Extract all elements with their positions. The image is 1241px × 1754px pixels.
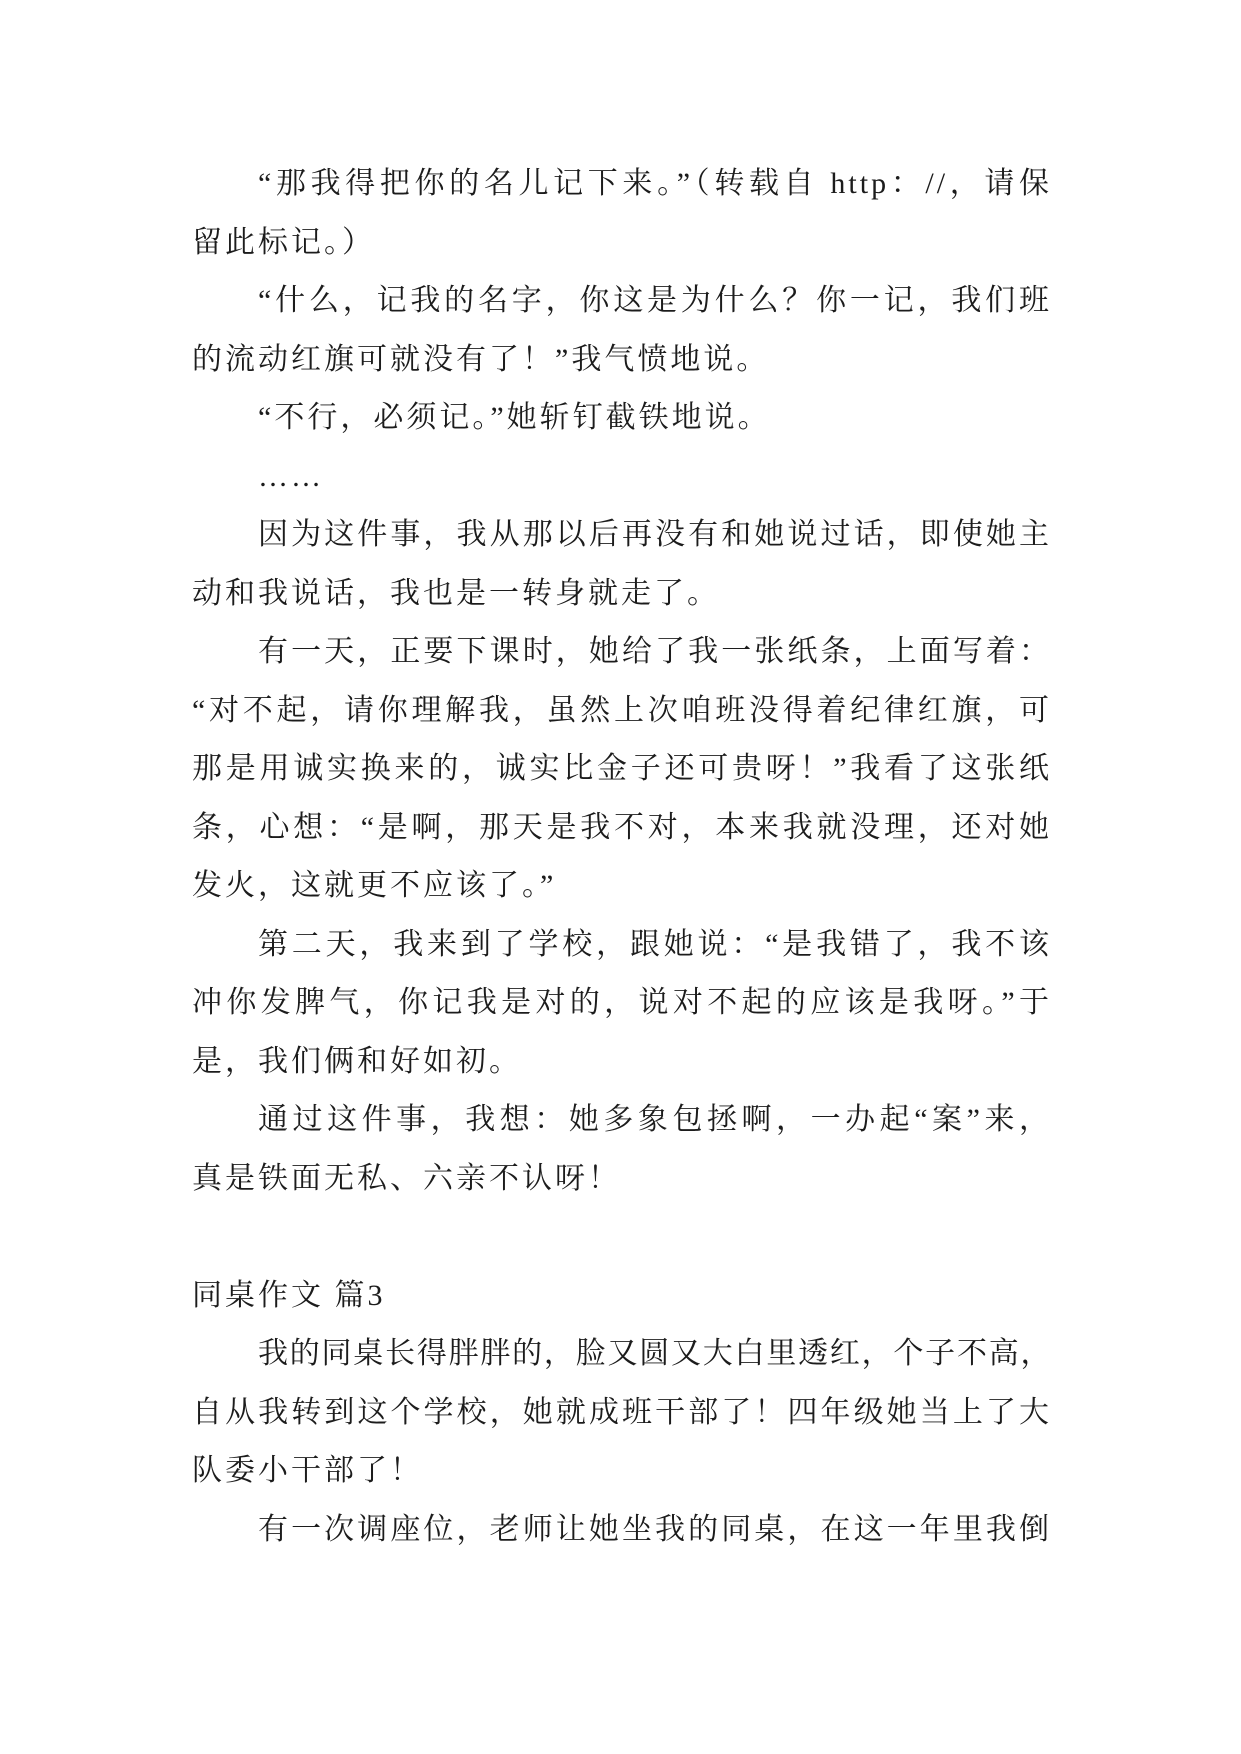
paragraph — [192, 623, 1052, 916]
text-line: 留此标记。） — [192, 225, 375, 259]
text-line: 发火，这就更不应该了。” — [192, 869, 557, 902]
paragraph — [192, 389, 1052, 448]
text-line: 动和我说话，我也是一转身就走了。 — [192, 576, 720, 610]
text-line: 的流动红旗可就没有了！”我气愤地说。 — [192, 342, 770, 376]
paragraph — [192, 1325, 1052, 1501]
paragraph — [192, 155, 1052, 272]
text-line: “什么，记我的名字，你这是为什么？你一记，我们班 — [258, 284, 1052, 317]
blank-line — [192, 1208, 1052, 1267]
text-line: 冲你发脾气，你记我是对的，说对不起的应该是我呀。”于 — [192, 986, 1052, 1019]
text-line: 真是铁面无私、六亲不认呀！ — [192, 1161, 621, 1195]
text-line: “不行，必须记。”她斩钉截铁地说。 — [258, 401, 771, 434]
paragraph — [192, 1501, 1052, 1560]
paragraph — [192, 916, 1052, 1092]
text-line: 有一次调座位，老师让她坐我的同桌，在这一年里我倒 — [258, 1512, 1052, 1546]
paragraph — [192, 272, 1052, 389]
paragraph — [192, 448, 1052, 507]
text-line: 是，我们俩和好如初。 — [192, 1044, 522, 1078]
text-line: “那我得把你的名儿记下来。”（转载自 http：//，请保 — [258, 167, 1052, 200]
text-line: 有一天，正要下课时，她给了我一张纸条，上面写着： — [258, 635, 1052, 668]
text-line: 我的同桌长得胖胖的，脸又圆又大白里透红，个子不高， — [258, 1337, 1052, 1370]
text-line: 第二天，我来到了学校，跟她说：“是我错了，我不该 — [258, 927, 1052, 961]
text-line: 因为这件事，我从那以后再没有和她说过话，即使她主 — [258, 518, 1052, 551]
text-line: 通过这件事，我想：她多象包拯啊，一办起“案”来， — [258, 1103, 1052, 1136]
text-line: 条，心想：“是啊，那天是我不对，本来我就没理，还对她 — [192, 810, 1052, 844]
text-line: 队委小干部了！ — [192, 1454, 423, 1487]
paragraph — [192, 506, 1052, 623]
text-line: 那是用诚实换来的，诚实比金子还可贵呀！”我看了这张纸 — [192, 752, 1052, 785]
text-line: 自从我转到这个学校，她就成班干部了！四年级她当上了大 — [192, 1395, 1052, 1429]
text-line: “对不起，请你理解我，虽然上次咱班没得着纪律红旗，可 — [192, 693, 1052, 727]
document-body — [192, 155, 1052, 1559]
ellipsis-line: …… — [258, 459, 324, 493]
section-heading: 同桌作文 篇3 — [192, 1278, 386, 1312]
paragraph — [192, 1091, 1052, 1208]
